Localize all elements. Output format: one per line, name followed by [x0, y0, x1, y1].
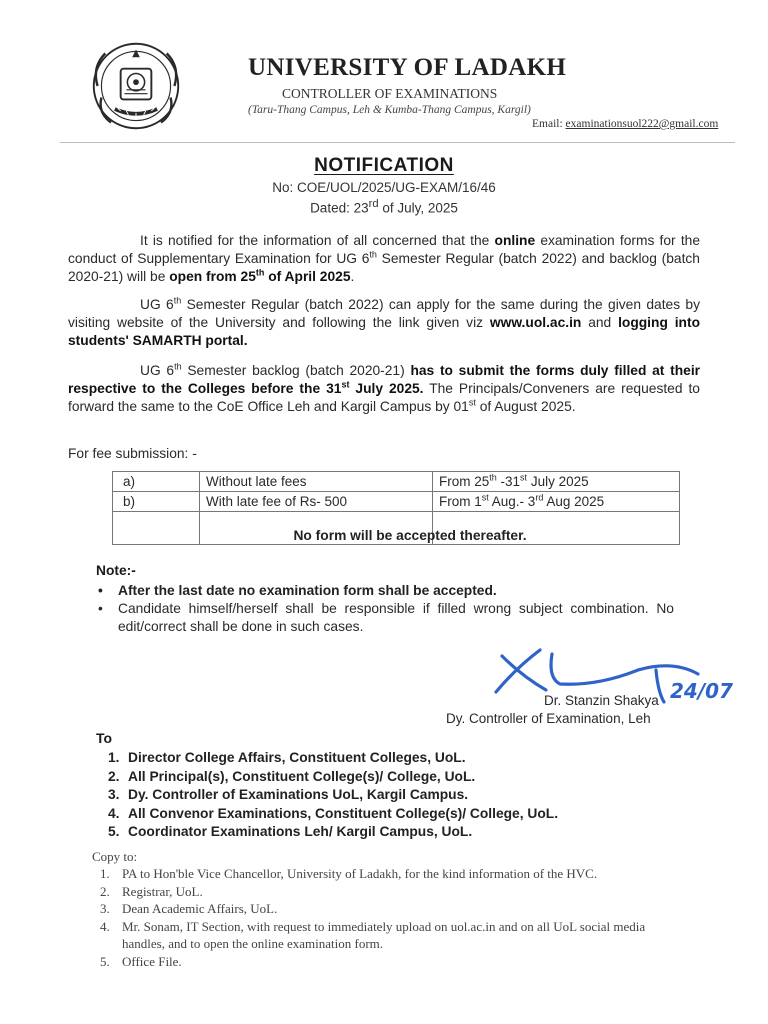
- header-divider: [60, 142, 735, 143]
- list-item: 4. All Convenor Examinations, Constituent College(s)/ College, UoL.: [108, 805, 559, 821]
- list-item: 3. Dean Academic Affairs, UoL.: [100, 901, 278, 916]
- list-item: 5. Office File.: [100, 953, 182, 969]
- no-form-notice: No form will be accepted thereafter.: [293, 528, 527, 543]
- email-line: [532, 118, 718, 130]
- note-label: Note:-: [96, 563, 136, 578]
- email-address: examinationsuol222@gmail.com: [565, 118, 719, 130]
- fee-label: For fee submission: -: [68, 446, 197, 461]
- fee-row-dates: From 25th -31st July 2025: [433, 472, 680, 492]
- to-label: To: [96, 730, 113, 746]
- office-name: CONTROLLER OF EXAMINATIONS: [282, 86, 498, 101]
- notification-title: NOTIFICATION: [314, 155, 454, 176]
- notification-date: Dated: 23rd of July, 2025: [310, 198, 458, 216]
- list-item: 1. PA to Hon'ble Vice Chancellor, University of Ladakh, for the kind information of the HVC.: [100, 866, 598, 881]
- fee-row-description: With late fee of Rs- 500: [200, 492, 433, 512]
- university-name: UNIVERSITY OF LADAKH: [248, 54, 567, 81]
- list-item: 3. Dy. Controller of Examinations UoL, Kargil Campus.: [108, 787, 469, 802]
- paragraph-regular-apply: UG 6th Semester Regular (batch 2022) can apply for the same during the given dates by visiting website of the University and following the link given viz www.uol.ac.in and logging into students' SAMARTH portal.: [68, 295, 701, 348]
- signature-date: 24/07: [670, 679, 733, 703]
- paragraph-online-forms: It is notified for the information of all concerned that the online examination forms for the conduct of Supplementary Examination for UG 6th Semester Regular (batch 2022) and backlog (batch 2020-21) will be open from 25th of April 2025.: [68, 233, 701, 284]
- bullet-icon: •: [98, 601, 103, 616]
- notification-number: No: COE/UOL/2025/UG-EXAM/16/46: [272, 180, 496, 195]
- list-item: 4. Mr. Sonam, IT Section, with request to immediately upload on uol.ac.in and on all UoL social media handles, and to open the online examination form.: [100, 918, 646, 951]
- email-label: Email:: [532, 118, 563, 130]
- copy-to-label: Copy to:: [92, 849, 138, 864]
- table-row: [113, 472, 680, 492]
- paragraph-backlog-submit: UG 6th Semester backlog (batch 2020-21) has to submit the forms duly filled at their respective to the Colleges before the 31st July 2025. The Principals/Conveners are requested to forward the same to the CoE Office Leh and Kargil Campus by 01st of August 2025.: [68, 361, 701, 414]
- signatory-designation: Dy. Controller of Examination, Leh: [446, 711, 651, 726]
- fee-row-description: Without late fees: [200, 472, 433, 492]
- list-item: 1. Director College Affairs, Constituent Colleges, UoL.: [108, 750, 466, 765]
- signatory-name: Dr. Stanzin Shakya: [544, 693, 659, 708]
- table-row: [113, 492, 680, 512]
- list-item: 5. Coordinator Examinations Leh/ Kargil Campus, UoL.: [108, 824, 473, 839]
- note-item: • After the last date no examination form shall be accepted.: [98, 583, 497, 598]
- university-seal-logo: [88, 38, 184, 134]
- fee-row-index: b): [113, 492, 200, 512]
- fee-row-index: a): [113, 472, 200, 492]
- list-item: 2. All Principal(s), Constituent College(s)/ College, UoL.: [108, 768, 476, 784]
- campus-line: (Taru-Thang Campus, Leh & Kumba-Thang Campus, Kargil): [248, 104, 531, 116]
- copy-to-list: [100, 865, 690, 970]
- recipient-list: [108, 749, 558, 842]
- list-item: 2. Registrar, UoL.: [100, 883, 203, 899]
- fee-row-dates: From 1st Aug.- 3rd Aug 2025: [433, 492, 680, 512]
- handwritten-signature: [488, 640, 733, 720]
- note-item: • Candidate himself/herself shall be responsible if filled wrong subject combination. No edit/correct shall be done in such cases.: [98, 601, 674, 634]
- bullet-icon: •: [98, 583, 103, 598]
